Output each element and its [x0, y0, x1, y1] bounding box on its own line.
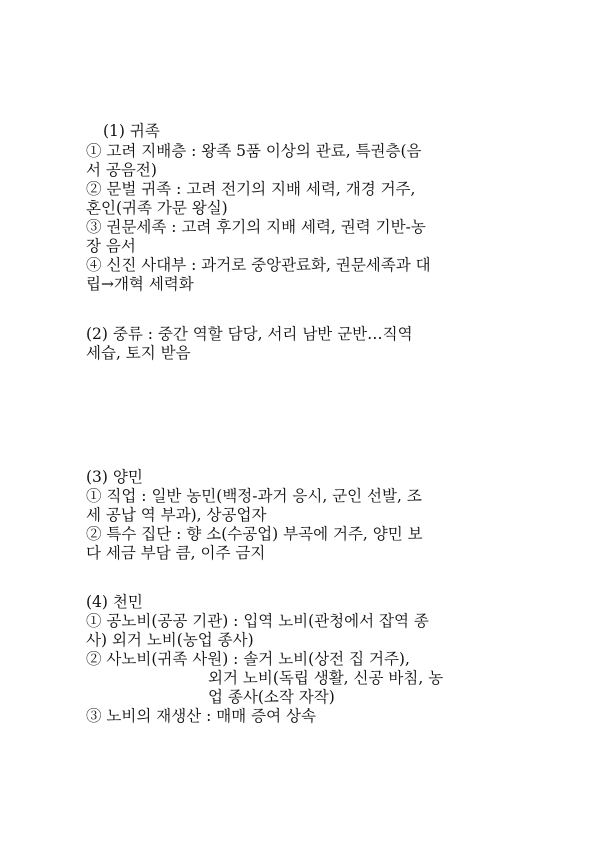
section-4-line-2: 사) 외거 노비(농업 종사) — [86, 631, 254, 649]
section-1-line-3: ② 문벌 귀족 : 고려 전기의 지배 세력, 개경 거주, — [86, 180, 416, 198]
section-1-line-1: ① 고려 지배층 : 왕족 5품 이상의 관료, 특권층(음 — [86, 142, 422, 160]
section-3-line-3: ② 특수 집단 : 향 소(수공업) 부곡에 거주, 양민 보 — [86, 525, 423, 543]
section-1-line-6: 장 음서 — [86, 237, 136, 255]
section-1-heading: (1) 귀족 — [103, 122, 160, 140]
section-4-line-1: ① 공노비(공공 기관) : 입역 노비(관청에서 잡역 종 — [86, 612, 429, 630]
section-1-line-7: ④ 신진 사대부 : 과거로 중앙관료화, 권문세족과 대 — [86, 256, 431, 274]
section-4-line-5: 업 종사(소작 자작) — [208, 688, 335, 706]
section-4-line-3: ② 사노비(귀족 사원) : 솔거 노비(상전 집 거주), — [86, 650, 410, 668]
section-1-line-5: ③ 권문세족 : 고려 후기의 지배 세력, 권력 기반-농 — [86, 218, 426, 236]
section-3-line-2: 세 공납 역 부과), 상공업자 — [86, 506, 267, 524]
section-4-line-6: ③ 노비의 재생산 : 매매 증여 상속 — [86, 707, 316, 725]
section-3-line-4: 다 세금 부담 큼, 이주 금지 — [86, 544, 266, 562]
section-1-line-2: 서 공음전) — [86, 161, 157, 179]
section-4-line-4: 외거 노비(독립 생활, 신공 바침, 농 — [208, 669, 444, 687]
section-1-line-8: 립→개혁 세력화 — [86, 275, 194, 293]
section-3-line-1: ① 직업 : 일반 농민(백정-과거 응시, 군인 선발, 조 — [86, 487, 422, 505]
section-2-line-1: (2) 중류 : 중간 역할 담당, 서리 남반 군반…직역 — [86, 325, 413, 343]
section-4-heading: (4) 천민 — [86, 593, 143, 611]
section-3-heading: (3) 양민 — [86, 468, 143, 486]
section-1-line-4: 혼인(귀족 가문 왕실) — [86, 199, 228, 217]
section-2-line-2: 세습, 토지 받음 — [86, 344, 191, 362]
